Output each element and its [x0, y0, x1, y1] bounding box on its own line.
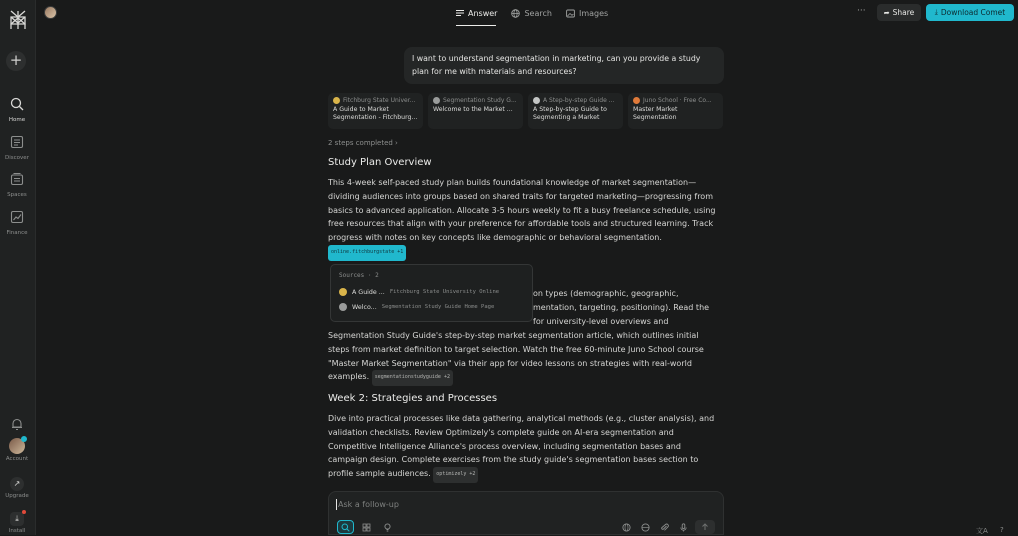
help-icon[interactable]: ? — [1000, 526, 1004, 534]
source-card[interactable] — [628, 93, 723, 129]
study-guide-favicon-icon — [433, 97, 440, 104]
sidebar-item-install[interactable] — [0, 512, 34, 534]
tab-answer[interactable] — [456, 6, 497, 20]
week1-line: on types (demographic, geographic, — [533, 289, 679, 298]
lines-icon — [456, 9, 464, 17]
popover-source-item[interactable] — [339, 288, 524, 296]
citation-chip[interactable]: online.fitchburgstate +1 — [328, 245, 406, 261]
search-icon — [341, 523, 350, 532]
download-comet-button[interactable] — [926, 4, 1014, 21]
sidebar-item-label: Finance — [6, 230, 28, 236]
folder-stack-icon — [10, 172, 24, 186]
notification-dot-icon — [22, 510, 26, 514]
attach-button[interactable] — [657, 520, 671, 534]
dictation-button[interactable] — [676, 520, 690, 534]
source-card[interactable] — [328, 93, 423, 129]
sources-popover — [330, 264, 533, 322]
upgrade-icon: ↗ — [10, 477, 24, 491]
week2-text: Dive into practical processes like data gathering, analytical methods (e.g., cluster analysis), and validation checklists. Review Optimizely's complete guide on AI-era segmentation and Competitive Intelligence Alliance's process overview, including segmentation bases and campaign design. Complete exercises from the study guide's segmentation bases section to profile sample audiences. — [328, 414, 715, 479]
sidebar-item-label: Home — [8, 117, 26, 123]
week2-paragraph — [328, 412, 720, 483]
source-title: Welcome to the Market ... — [433, 106, 513, 113]
week1-text: Segmentation Study Guide's step-by-step market segmentation article, which outlines initial steps from market definition to target selection. Watch the free 60-minute Juno School course "Master Market Segmentation" via their app for video lessons on strategies with real-world examples. — [328, 331, 704, 382]
arrow-up-icon — [701, 523, 709, 531]
globe-icon — [511, 9, 520, 18]
image-icon — [566, 9, 575, 18]
overview-paragraph — [328, 176, 720, 261]
popover-source-title: Welco... — [352, 303, 377, 311]
sidebar-item-label: Account — [5, 456, 29, 462]
user-message: I want to understand segmentation in marketing, can you provide a study plan for me with materials and resources? — [404, 47, 724, 84]
sidebar-item-label: Discover — [5, 155, 29, 161]
globe-icon — [622, 523, 631, 532]
sidebar-item-label: Upgrade — [5, 493, 29, 499]
source-title: Master Market Segmentation — [633, 106, 678, 121]
fitchburg-favicon-icon — [333, 97, 340, 104]
text-caret — [336, 499, 337, 510]
popover-source-site: Segmentation Study Guide Home Page — [381, 304, 495, 310]
sidebar — [0, 0, 36, 535]
sidebar-item-discover[interactable] — [0, 134, 34, 161]
network-icon — [641, 523, 650, 532]
source-site: Segmentation Study G... — [443, 97, 517, 104]
source-title: A Guide to Market Segmentation - Fitchburg... — [333, 106, 418, 121]
sidebar-item-upgrade[interactable] — [0, 477, 34, 499]
followup-box — [328, 491, 724, 535]
newspaper-icon — [10, 135, 24, 149]
source-site: Fitchburg State Univer... — [343, 97, 416, 104]
active-tab-indicator — [456, 25, 496, 26]
avatar — [9, 438, 25, 454]
followup-input[interactable] — [336, 499, 636, 510]
overview-heading: Study Plan Overview — [328, 157, 432, 168]
week1-line: for university-level overviews and — [533, 317, 669, 326]
citation-chip[interactable]: optimizely +2 — [433, 467, 478, 483]
sidebar-item-finance[interactable] — [0, 209, 34, 236]
search-home-icon — [10, 97, 24, 111]
source-site: Juno School · Free Co... — [643, 97, 712, 104]
online-dot-icon — [21, 436, 27, 442]
share-button[interactable] — [877, 4, 921, 21]
submit-button[interactable] — [695, 520, 715, 534]
grid-icon — [362, 523, 371, 532]
sidebar-item-spaces[interactable] — [0, 171, 34, 198]
search-mode-button[interactable] — [337, 520, 354, 534]
source-card[interactable] — [528, 93, 623, 129]
answer-tabs — [456, 6, 608, 20]
fitchburg-favicon-icon — [339, 288, 347, 296]
popover-source-item[interactable] — [339, 303, 524, 311]
sidebar-item-home[interactable] — [0, 96, 34, 123]
tab-label: Search — [524, 8, 552, 18]
mode-selector — [337, 520, 396, 534]
labs-mode-button[interactable] — [379, 520, 396, 534]
sidebar-item-label: Install — [8, 528, 26, 534]
week1-line: mentation, targeting, positioning). Read the — [533, 303, 710, 312]
tab-search[interactable] — [511, 6, 551, 20]
download-label: Download Comet — [940, 8, 1006, 17]
sources-button[interactable] — [638, 520, 652, 534]
paperclip-icon — [660, 523, 669, 532]
chart-icon — [10, 210, 24, 224]
perplexity-logo-icon[interactable] — [8, 9, 28, 31]
more-options-icon[interactable]: ··· — [857, 6, 866, 16]
juno-favicon-icon — [633, 97, 640, 104]
translate-icon[interactable]: 文A — [976, 527, 988, 535]
share-label: Share — [892, 8, 915, 17]
week1-paragraph — [328, 329, 720, 386]
bell-icon — [10, 417, 24, 431]
thread-avatar[interactable] — [44, 6, 57, 19]
tab-label: Answer — [468, 8, 498, 18]
research-mode-button[interactable] — [358, 520, 375, 534]
overview-text: This 4-week self-paced study plan builds foundational knowledge of market segmentation—dividing audiences into groups based on shared traits for targeted marketing—progressing from basics to advanced application. Allocate 3-5 hours weekly to fit a busy freelance schedule, using free resources that align with your preference for affordable tools and structured learning. Track progress with notes on key concepts like demographic or behavioral segmentation. — [328, 178, 716, 243]
sidebar-item-label: Spaces — [7, 192, 27, 198]
source-site: A Step-by-step Guide ... — [543, 97, 615, 104]
new-thread-button[interactable]: + — [6, 51, 26, 71]
week2-heading: Week 2: Strategies and Processes — [328, 393, 498, 404]
step-guide-favicon-icon — [533, 97, 540, 104]
input-tools — [619, 520, 715, 534]
steps-completed-toggle[interactable]: 2 steps completed › — [328, 139, 398, 147]
share-icon: ➦ — [883, 8, 890, 17]
source-title: A Step-by-step Guide to Segmenting a Market — [533, 106, 607, 121]
sidebar-item-account[interactable] — [0, 438, 34, 462]
notifications-button[interactable] — [0, 416, 34, 435]
popover-heading: Sources · 2 — [339, 272, 379, 279]
study-guide-favicon-icon — [339, 303, 347, 311]
popover-source-title: A Guide ... — [352, 288, 385, 296]
source-cards — [328, 93, 724, 129]
download-icon: ⤓ — [10, 512, 24, 526]
download-icon: ⤓ — [934, 8, 938, 16]
microphone-icon — [679, 523, 688, 532]
source-card[interactable] — [428, 93, 523, 129]
language-model-button[interactable] — [619, 520, 633, 534]
lightbulb-icon — [383, 523, 392, 532]
tab-label: Images — [578, 8, 609, 18]
citation-chip[interactable]: segmentationstudyguide +2 — [372, 370, 453, 386]
tab-images[interactable] — [566, 6, 608, 20]
popover-source-site: Fitchburg State University Online — [389, 289, 500, 295]
